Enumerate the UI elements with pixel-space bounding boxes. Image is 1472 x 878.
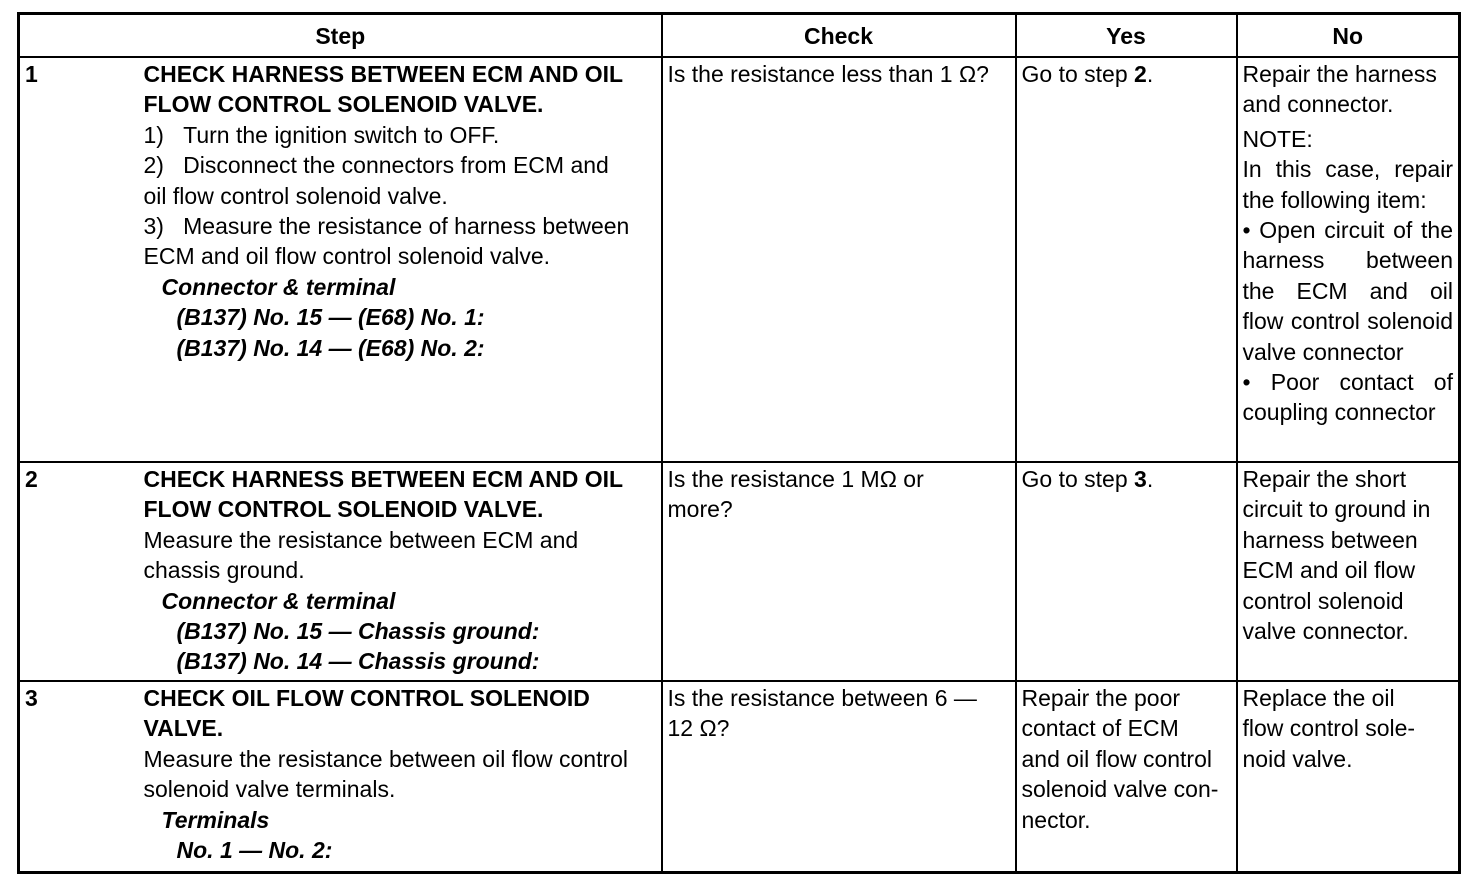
no-text: Repair the short bbox=[1242, 466, 1407, 492]
step-number: 1 bbox=[19, 57, 139, 462]
connector-value: (B137) No. 14 — Chassis ground: bbox=[176, 648, 540, 675]
check-cell: Is the resistance less than 1 Ω? bbox=[662, 57, 1016, 462]
no-cell bbox=[1237, 57, 1460, 462]
step-title: CHECK HARNESS BETWEEN ECM AND OIL bbox=[143, 61, 624, 87]
no-text: noid valve. bbox=[1242, 745, 1353, 772]
step-instruction: 1) Turn the ignition switch to OFF. bbox=[143, 121, 500, 148]
yes-cell bbox=[1016, 681, 1237, 872]
note-bullet: • Poor contact of coupling connector bbox=[1242, 369, 1453, 426]
connector-value: (B137) No. 15 — Chassis ground: bbox=[176, 618, 540, 645]
step-title: VALVE. bbox=[143, 715, 224, 742]
step-title: CHECK OIL FLOW CONTROL SOLENOID bbox=[143, 685, 590, 711]
no-cell bbox=[1237, 462, 1460, 681]
no-text: flow control sole- bbox=[1242, 715, 1416, 742]
yes-suffix: . bbox=[1146, 466, 1154, 492]
no-text: valve connector. bbox=[1242, 618, 1409, 645]
connector-label: Connector & terminal bbox=[161, 273, 396, 300]
yes-cell bbox=[1016, 57, 1237, 462]
check-cell bbox=[662, 681, 1016, 872]
header-row bbox=[19, 14, 1460, 58]
diagnostic-table bbox=[17, 12, 1461, 874]
no-text: harness between bbox=[1242, 526, 1418, 553]
no-text: Repair the harness bbox=[1242, 61, 1437, 87]
connector-value: (B137) No. 15 — (E68) No. 1: bbox=[176, 304, 485, 331]
step-instruction: Measure the resistance between ECM and bbox=[143, 526, 579, 553]
step-instruction: solenoid valve terminals. bbox=[143, 776, 396, 803]
no-cell bbox=[1237, 681, 1460, 872]
yes-suffix: . bbox=[1146, 61, 1154, 87]
note-text: In this case, repair the following item: bbox=[1242, 156, 1453, 213]
step-instruction: chassis ground. bbox=[143, 557, 305, 584]
note-label: NOTE: bbox=[1242, 125, 1313, 152]
step-description bbox=[139, 681, 662, 872]
step-instruction: 2) Disconnect the connectors from ECM and bbox=[143, 152, 609, 179]
yes-text: solenoid valve con- bbox=[1021, 776, 1219, 803]
step-ref: 2 bbox=[1134, 61, 1147, 87]
yes-text: contact of ECM bbox=[1021, 715, 1179, 742]
header-check: Check bbox=[662, 14, 1016, 58]
no-text: ECM and oil flow bbox=[1242, 557, 1416, 584]
step-title: FLOW CONTROL SOLENOID VALVE. bbox=[143, 496, 544, 523]
terminals-label: Terminals bbox=[161, 806, 270, 833]
no-text: and connector. bbox=[1242, 91, 1394, 118]
connector-label: Connector & terminal bbox=[161, 587, 396, 614]
terminals-value: No. 1 — No. 2: bbox=[176, 837, 333, 864]
yes-text: Go to step bbox=[1021, 61, 1135, 87]
step-instruction: ECM and oil flow control solenoid valve. bbox=[143, 243, 551, 270]
check-text: 12 Ω? bbox=[667, 715, 730, 742]
table-row bbox=[19, 57, 1460, 462]
yes-text: Repair the poor bbox=[1021, 685, 1181, 711]
step-description bbox=[139, 462, 662, 681]
check-text: Is the resistance between 6 — bbox=[667, 685, 977, 711]
table-row bbox=[19, 462, 1460, 681]
table-row bbox=[19, 681, 1460, 872]
no-text: Replace the oil bbox=[1242, 685, 1395, 711]
check-text: Is the resistance 1 MΩ or bbox=[667, 466, 924, 492]
no-text: control solenoid bbox=[1242, 587, 1404, 614]
step-instruction: Measure the resistance between oil flow control bbox=[143, 745, 629, 772]
header-step: Step bbox=[19, 14, 662, 58]
step-title: CHECK HARNESS BETWEEN ECM AND OIL bbox=[143, 466, 624, 492]
yes-text: and oil flow control bbox=[1021, 745, 1212, 772]
connector-value: (B137) No. 14 — (E68) No. 2: bbox=[176, 334, 485, 361]
step-ref: 3 bbox=[1134, 466, 1147, 492]
step-number: 2 bbox=[19, 462, 139, 681]
check-cell bbox=[662, 462, 1016, 681]
step-instruction: 3) Measure the resistance of harness between bbox=[143, 213, 630, 240]
yes-text: Go to step bbox=[1021, 466, 1135, 492]
note-bullet: • Open circuit of the harness between the ECM and oil flow control solenoid valve connector bbox=[1242, 217, 1453, 365]
header-no: No bbox=[1237, 14, 1460, 58]
step-instruction: oil flow control solenoid valve. bbox=[143, 182, 448, 209]
step-title: FLOW CONTROL SOLENOID VALVE. bbox=[143, 91, 544, 118]
step-description bbox=[139, 57, 662, 462]
yes-text: nector. bbox=[1021, 806, 1091, 833]
step-number: 3 bbox=[19, 681, 139, 872]
check-text: more? bbox=[667, 496, 733, 523]
no-text: circuit to ground in bbox=[1242, 496, 1431, 523]
header-yes: Yes bbox=[1016, 14, 1237, 58]
yes-cell bbox=[1016, 462, 1237, 681]
